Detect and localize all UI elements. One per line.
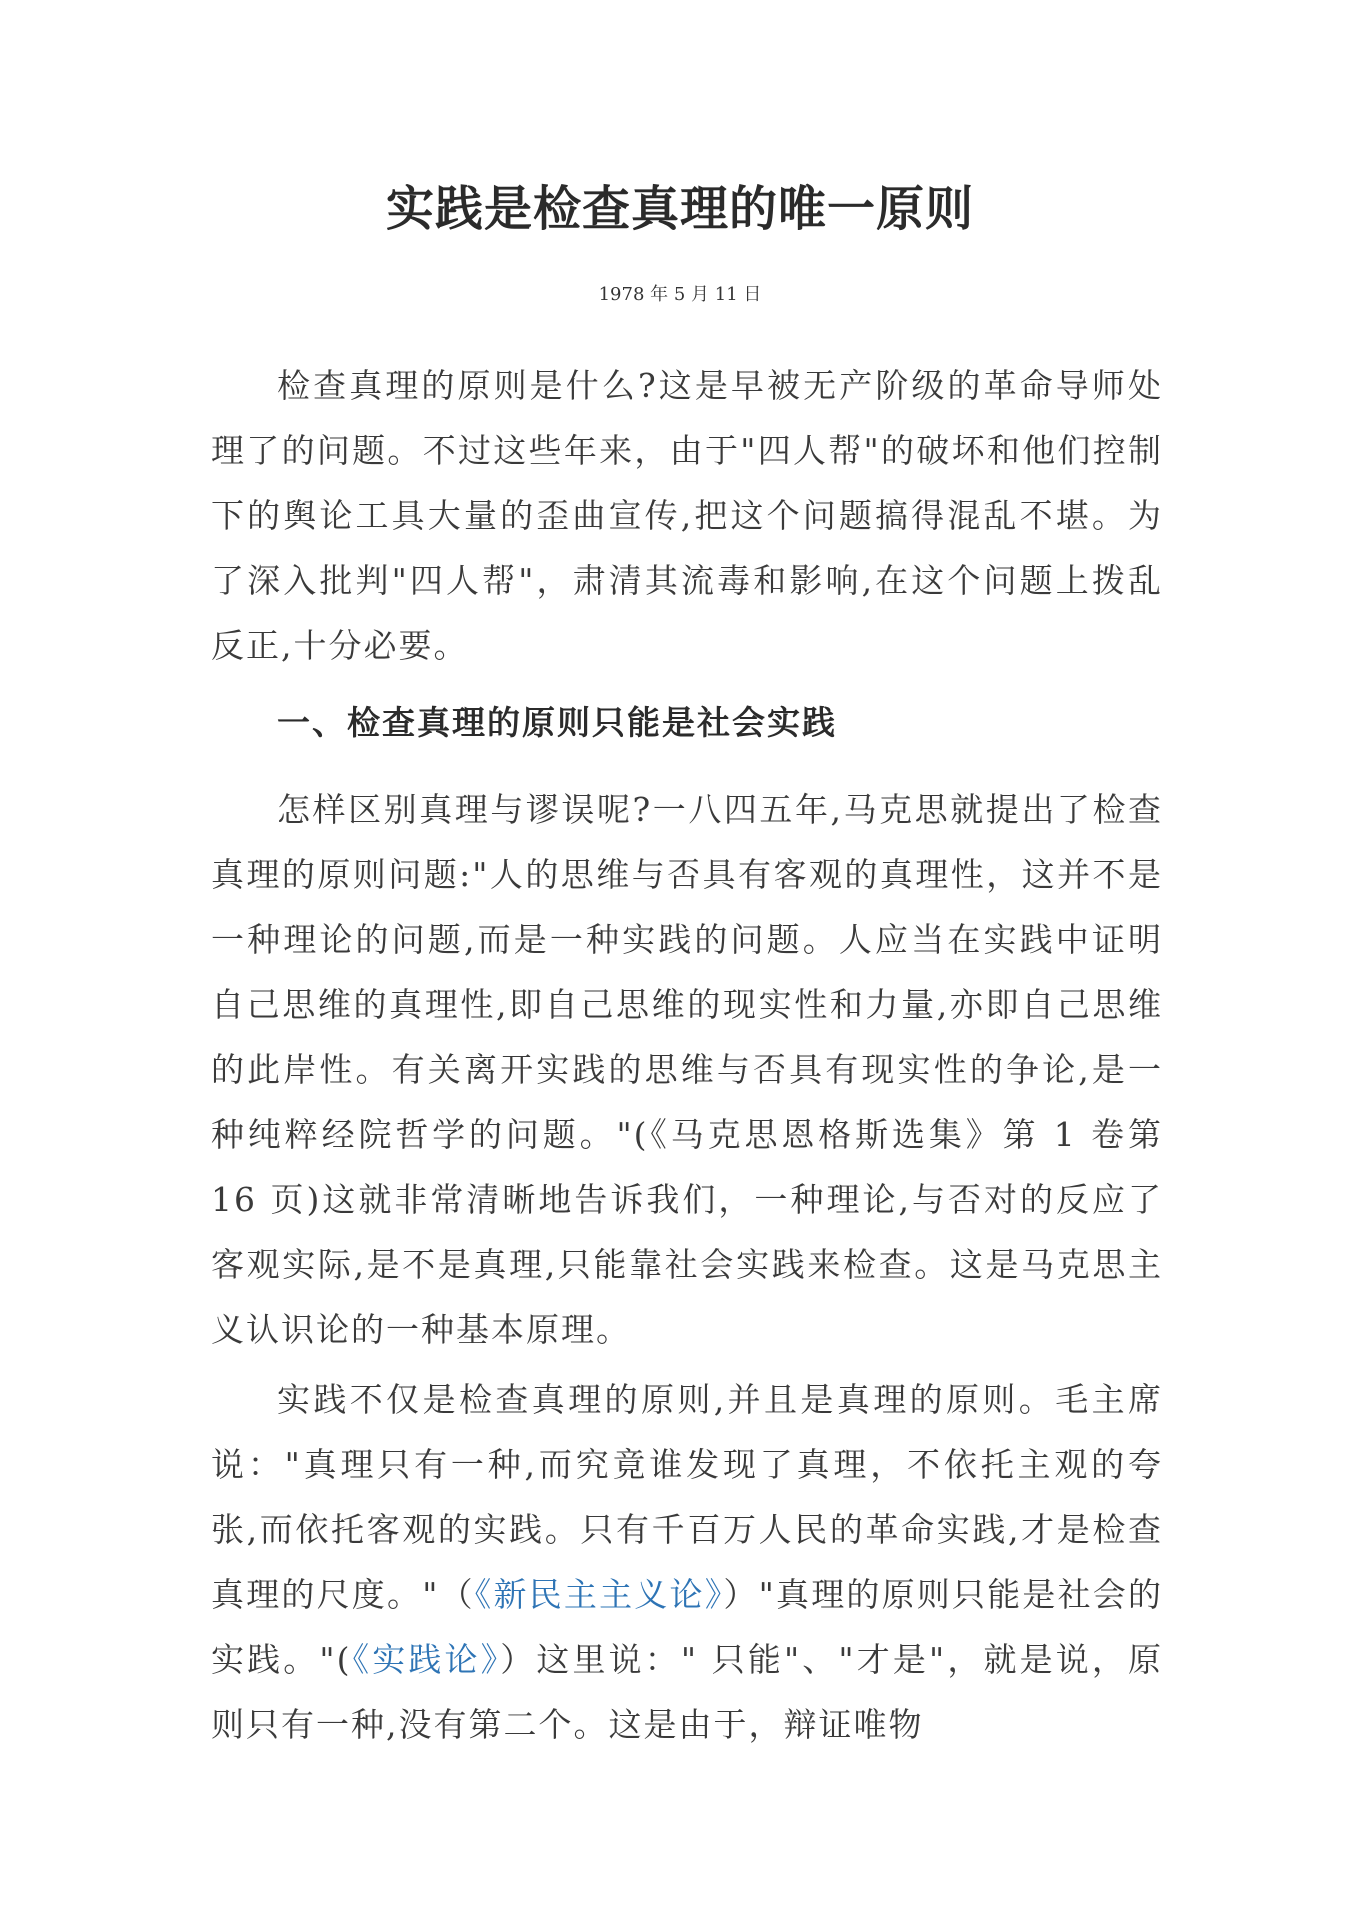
section-heading-1: 一、检查真理的原则只能是社会实践 xyxy=(277,703,837,742)
link-new-democracy[interactable]: 《新民主主义论》 xyxy=(474,1575,724,1614)
paragraph-section1-2 xyxy=(211,1367,1163,1757)
paragraph-text-segment: ）"真理的原则只能是社会的实践。"( xyxy=(211,1575,1163,1679)
paragraph-section1-1: 怎样区别真理与谬误呢?一八四五年,马克思就提出了检查真理的原则问题:"人的思维与否具有客观的真理性，这并不是一种理论的问题,而是一种实践的问题。人应当在实践中证明自己思维的真理性,即自己思维的现实性和力量,亦即自己思维的此岸性。有关离开实践的思维与否具有现实性的争论,是一种纯粹经院哲学的问题。"(《马克思恩格斯选集》第 1 卷第 16 页)这就非常清晰地告诉我们，一种理论,与否对的反应了客观实际,是不是真理,只能靠社会实践来检查。这是马克思主义认识论的一种基本原理。 xyxy=(211,790,1163,1349)
document-date: 1978 年 5 月 11 日 xyxy=(598,284,762,305)
link-on-practice[interactable]: 《实践论》 xyxy=(351,1640,501,1679)
paragraph-intro: 检查真理的原则是什么?这是早被无产阶级的革命导师处理了的问题。不过这些年来，由于"四人帮"的破坏和他们控制下的舆论工具大量的歪曲宣传,把这个问题搞得混乱不堪。为了深入批判"四人帮"，肃清其流毒和影响,在这个问题上拨乱反正,十分必要。 xyxy=(211,366,1163,665)
document-title: 实践是检查真理的唯一原则 xyxy=(385,181,974,237)
paragraph-text-segment: ）这里说：" 只能"、"才是"，就是说，原则只有一种,没有第二个。这是由于，辩证唯物 xyxy=(211,1640,1163,1744)
paragraph-text-segment: 实践不仅是检查真理的原则,并且是真理的原则。毛主席说："真理只有一种,而究竟谁发现了真理，不依托主观的夸张,而依托客观的实践。只有千百万人民的革命实践,才是检查真理的尺度。"（ xyxy=(211,1380,1163,1614)
